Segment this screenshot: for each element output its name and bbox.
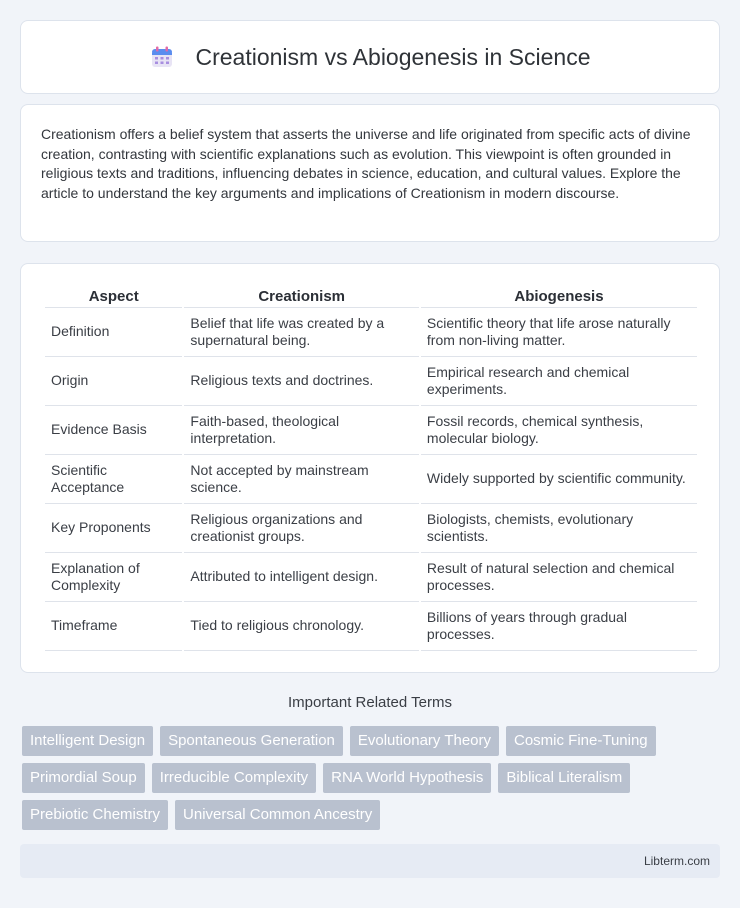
abiogenesis-cell: Fossil records, chemical synthesis, molecular biology. (421, 406, 697, 455)
abiogenesis-cell: Result of natural selection and chemical processes. (421, 553, 697, 602)
term-tag[interactable]: Intelligent Design (22, 726, 153, 756)
abiogenesis-cell: Scientific theory that life arose naturally from non-living matter. (421, 308, 697, 357)
header-card (20, 20, 720, 94)
abiogenesis-cell: Billions of years through gradual processes. (421, 602, 697, 651)
table-row (45, 357, 697, 406)
aspect-cell: Definition (45, 308, 182, 357)
header-creationism: Creationism (184, 282, 419, 308)
table-row (45, 455, 697, 504)
page-title: Creationism vs Abiogenesis in Science (195, 43, 591, 70)
aspect-cell: Key Proponents (45, 504, 182, 553)
term-tag[interactable]: Spontaneous Generation (160, 726, 343, 756)
header-abiogenesis: Abiogenesis (421, 282, 697, 308)
table-row (45, 553, 697, 602)
term-tag[interactable]: Prebiotic Chemistry (22, 800, 168, 830)
creationism-cell: Attributed to intelligent design. (184, 553, 419, 602)
intro-text: Creationism offers a belief system that asserts the universe and life originated from specific acts of divine creation, contrasting with scientific explanations such as evolution. This viewpoint is often grounded in religious texts and traditions, influencing debates in science, education, and cultural values. Explore the article to understand the key arguments and implications of Creationism in modern discourse. (41, 126, 691, 201)
aspect-cell: Explanation of Complexity (45, 553, 182, 602)
table-header-row (45, 282, 697, 308)
aspect-cell: Timeframe (45, 602, 182, 651)
footer (20, 844, 720, 878)
table-row (45, 406, 697, 455)
abiogenesis-cell: Biologists, chemists, evolutionary scientists. (421, 504, 697, 553)
term-tag[interactable]: RNA World Hypothesis (323, 763, 491, 793)
calendar-icon (149, 44, 175, 70)
comparison-table (43, 282, 699, 651)
comparison-table-card (20, 263, 720, 673)
term-tag[interactable]: Primordial Soup (22, 763, 145, 793)
aspect-cell: Scientific Acceptance (45, 455, 182, 504)
term-tag[interactable]: Biblical Literalism (498, 763, 630, 793)
header-aspect: Aspect (45, 282, 182, 308)
creationism-cell: Belief that life was created by a supernatural being. (184, 308, 419, 357)
creationism-cell: Not accepted by mainstream science. (184, 455, 419, 504)
aspect-cell: Evidence Basis (45, 406, 182, 455)
creationism-cell: Tied to religious chronology. (184, 602, 419, 651)
abiogenesis-cell: Widely supported by scientific community. (421, 455, 697, 504)
term-tag[interactable]: Evolutionary Theory (350, 726, 499, 756)
table-row (45, 504, 697, 553)
creationism-cell: Faith-based, theological interpretation. (184, 406, 419, 455)
related-terms-title: Important Related Terms (288, 694, 452, 711)
table-row (45, 602, 697, 651)
term-tag[interactable]: Cosmic Fine-Tuning (506, 726, 656, 756)
term-tag[interactable]: Irreducible Complexity (152, 763, 316, 793)
table-row (45, 308, 697, 357)
footer-site-link[interactable]: Libterm.com (643, 854, 710, 868)
related-terms-list (22, 726, 722, 830)
creationism-cell: Religious texts and doctrines. (184, 357, 419, 406)
aspect-cell: Origin (45, 357, 182, 406)
creationism-cell: Religious organizations and creationist groups. (184, 504, 419, 553)
term-tag[interactable]: Universal Common Ancestry (175, 800, 380, 830)
intro-card (20, 104, 720, 242)
abiogenesis-cell: Empirical research and chemical experiments. (421, 357, 697, 406)
